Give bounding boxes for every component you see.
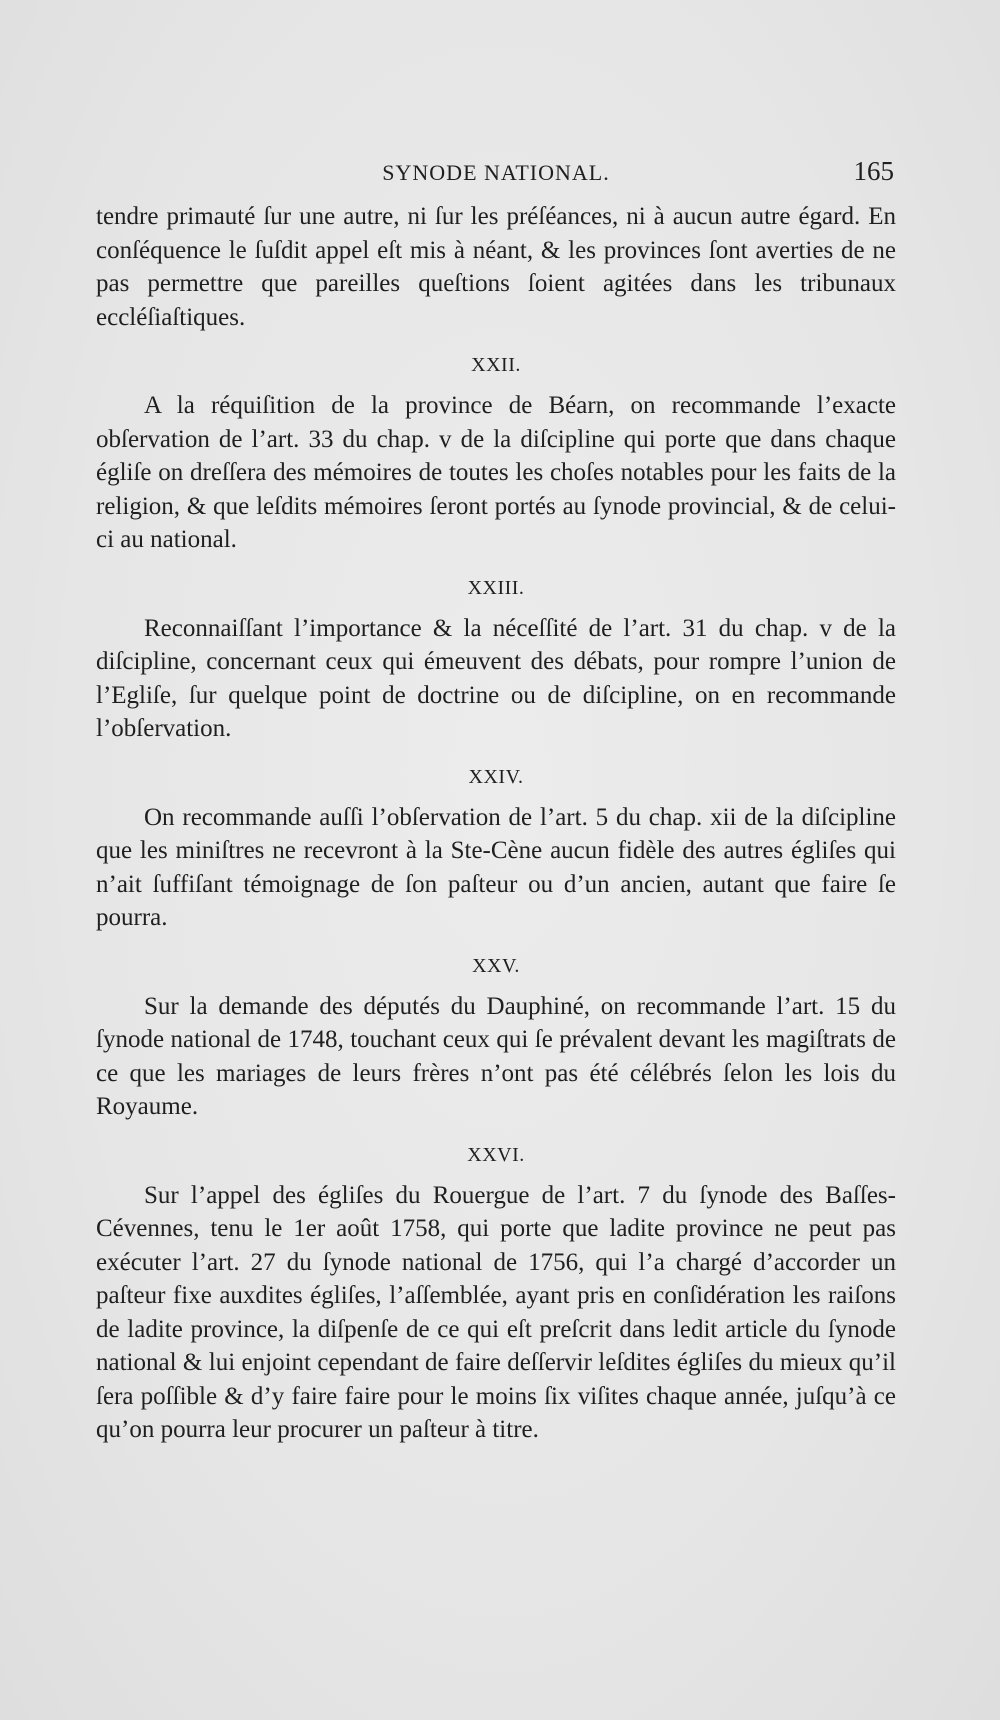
page-number: 165 [853,156,894,186]
article-number: XXIII. [467,576,525,599]
article-number: XXV. [472,954,520,977]
article-text: A la réquiſition de la province de Béarn, on recommande l’exacte obſervation de l’art. 33 du chap. v de la diſcipline qui porte que dans chaque égliſe on dreſſera des mémoires de toutes les choſes notables pour les faits de la religion, & que leſdits mémoires ſeront portés au ſynode provincial, & de celui-ci au national. [96,392,896,553]
article-number: XXIV. [468,765,524,788]
article-text: Reconnaiſſant l’importance & la néceſſité de l’art. 31 du chap. v de la diſcipline, concernant ceux qui émeuvent des débats, pour rompre l’union de l’Egliſe, ſur quelque point de doctrine ou de diſcipline, on en recommande l’obſervation. [96,614,896,742]
text-block [96,156,896,1447]
article-text: Sur la demande des députés du Dauphiné, on recommande l’art. 15 du ſynode national de 1748, touchant ceux qui ſe prévalent devant les magiſtrats de ce que les mariages de leurs frères n’ont pas été célébrés ſelon les lois du Royaume. [96,992,896,1120]
running-title: SYNODE NATIONAL. [382,160,610,185]
continued-paragraph: tendre primauté ſur une autre, ni ſur les préſéances, ni à aucun autre égard. En conſéquence le ſuſdit appel eſt mis à néant, & les provinces ſont averties de ne pas permettre que pareilles queſtions ſoient agitées dans les tribunaux eccléſiaſtiques. [96,203,896,331]
article-text: On recommande auſſi l’obſervation de l’art. 5 du chap. xii de la diſcipline que les miniſtres ne recevront à la Ste-Cène aucun fidèle des autres égliſes qui n’ait ſuffiſant témoignage de ſon paſteur ou d’un ancien, autant que faire ſe pourra. [96,803,896,931]
article-number: XXVI. [467,1143,525,1166]
running-head [96,156,896,196]
article-number: XXII. [471,354,521,376]
article-text: Sur l’appel des égliſes du Rouergue de l’art. 7 du ſynode des Baſſes-Cévennes, tenu le 1er août 1758, qui porte que ladite province ne peut pas exécuter l’art. 27 du ſynode national de 1756, qui l’a chargé d’accorder un paſteur fixe auxdites égliſes, l’aſſemblée, ayant pris en conſidération les raiſons de ladite province, la diſpenſe de ce qui eſt preſcrit dans ledit article du ſynode national & lui enjoint cependant de faire deſſervir leſdites égliſes du mieux qu’il ſera poſſible & d’y faire faire pour le moins ſix viſites chaque année, juſqu’à ce qu’on pourra leur procurer un paſteur à titre. [96,1181,896,1443]
